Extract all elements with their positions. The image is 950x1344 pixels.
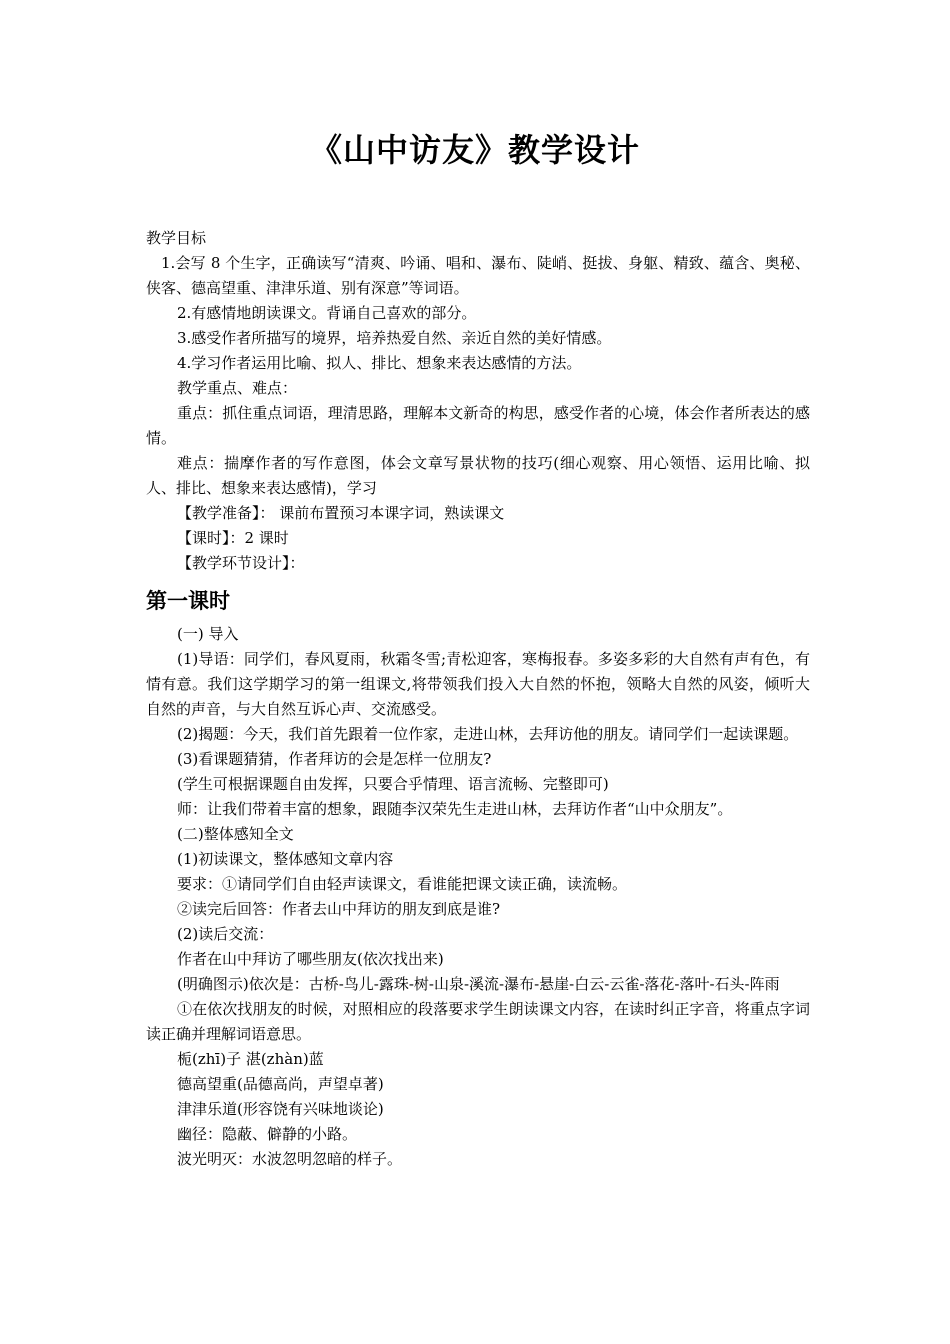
paragraph: 【教学准备】： 课前布置预习本课字词，熟读课文 — [177, 504, 505, 522]
paragraph: 4.学习作者运用比喻、拟人、排比、想象来表达感情的方法。 — [177, 354, 582, 372]
paragraph: 要求：①请同学们自由轻声读课文，看谁能把课文读正确，读流畅。 — [177, 875, 628, 893]
paragraph: 1.会写 8 个生字，正确读写“清爽、吟诵、唱和、瀑布、陡峭、挺拔、身躯、精致、蕴含、奥秘、侠客、德高望重、津津乐道、别有深意”等词语。 — [146, 254, 810, 297]
paragraph: ①在依次找朋友的时候，对照相应的段落要求学生朗读课文内容，在读时纠正字音，将重点字词读正确并理解词语意思。 — [146, 1000, 810, 1043]
paragraph: (一) 导入 — [177, 625, 239, 643]
paragraph: 幽径：隐蔽、僻静的小路。 — [177, 1125, 358, 1143]
paragraph: (2)揭题：今天，我们首先跟着一位作家，走进山林，去拜访他的朋友。请同学们一起读课题。 — [177, 725, 799, 743]
paragraph: 德高望重(品德高尚，声望卓著) — [177, 1075, 384, 1093]
paragraph: 栀(zhī)子 湛(zhàn)蓝 — [177, 1050, 324, 1068]
paragraph: (1)导语：同学们，春风夏雨，秋霜冬雪;青松迎客，寒梅报春。多姿多彩的大自然有声有色，有情有意。我们这学期学习的第一组课文,将带领我们投入大自然的怀抱，领略大自然的风姿，倾听大自然的声音，与大自然互诉心声、交流感受。 — [146, 650, 810, 718]
paragraph: 3.感受作者所描写的境界，培养热爱自然、亲近自然的美好情感。 — [177, 329, 612, 347]
paragraph: 教学重点、难点： — [177, 379, 298, 397]
paragraph: 重点：抓住重点词语，理清思路，理解本文新奇的构思，感受作者的心境，体会作者所表达的感情。 — [146, 404, 810, 447]
paragraph: 教学目标 — [146, 229, 207, 247]
section-heading: 第一课时 — [146, 589, 230, 613]
paragraph: ②读完后回答：作者去山中拜访的朋友到底是谁? — [177, 900, 501, 918]
paragraph: (学生可根据课题自由发挥，只要合乎情理、语言流畅、完整即可) — [177, 775, 609, 793]
paragraph: 【课时】：2 课时 — [177, 529, 289, 547]
paragraph: 2.有感情地朗读课文。背诵自己喜欢的部分。 — [177, 304, 477, 322]
document-body — [146, 226, 810, 1172]
paragraph: 难点：揣摩作者的写作意图，体会文章写景状物的技巧(细心观察、用心领悟、运用比喻、拟人、排比、想象来表达感情)，学习 — [146, 454, 810, 497]
paragraph: 作者在山中拜访了哪些朋友(依次找出来) — [177, 950, 444, 968]
paragraph: (1)初读课文，整体感知文章内容 — [177, 850, 394, 868]
paragraph: 波光明灭：水波忽明忽暗的样子。 — [177, 1150, 403, 1168]
document-title: 《山中访友》教学设计 — [309, 131, 640, 169]
paragraph: 津津乐道(形容饶有兴味地谈论) — [177, 1100, 384, 1118]
paragraph: (3)看课题猜猜，作者拜访的会是怎样一位朋友? — [177, 750, 492, 768]
paragraph: (2)读后交流： — [177, 925, 274, 943]
paragraph: 师：让我们带着丰富的想象，跟随李汉荣先生走进山林，去拜访作者“山中众朋友”。 — [177, 800, 733, 818]
paragraph: 【教学环节设计】： — [177, 554, 305, 572]
paragraph: (明确图示)依次是：古桥-鸟儿-露珠-树-山泉-溪流-瀑布-悬崖-白云-云雀-落花-落叶-石头-阵雨 — [177, 975, 780, 993]
paragraph: (二)整体感知全文 — [177, 825, 294, 843]
